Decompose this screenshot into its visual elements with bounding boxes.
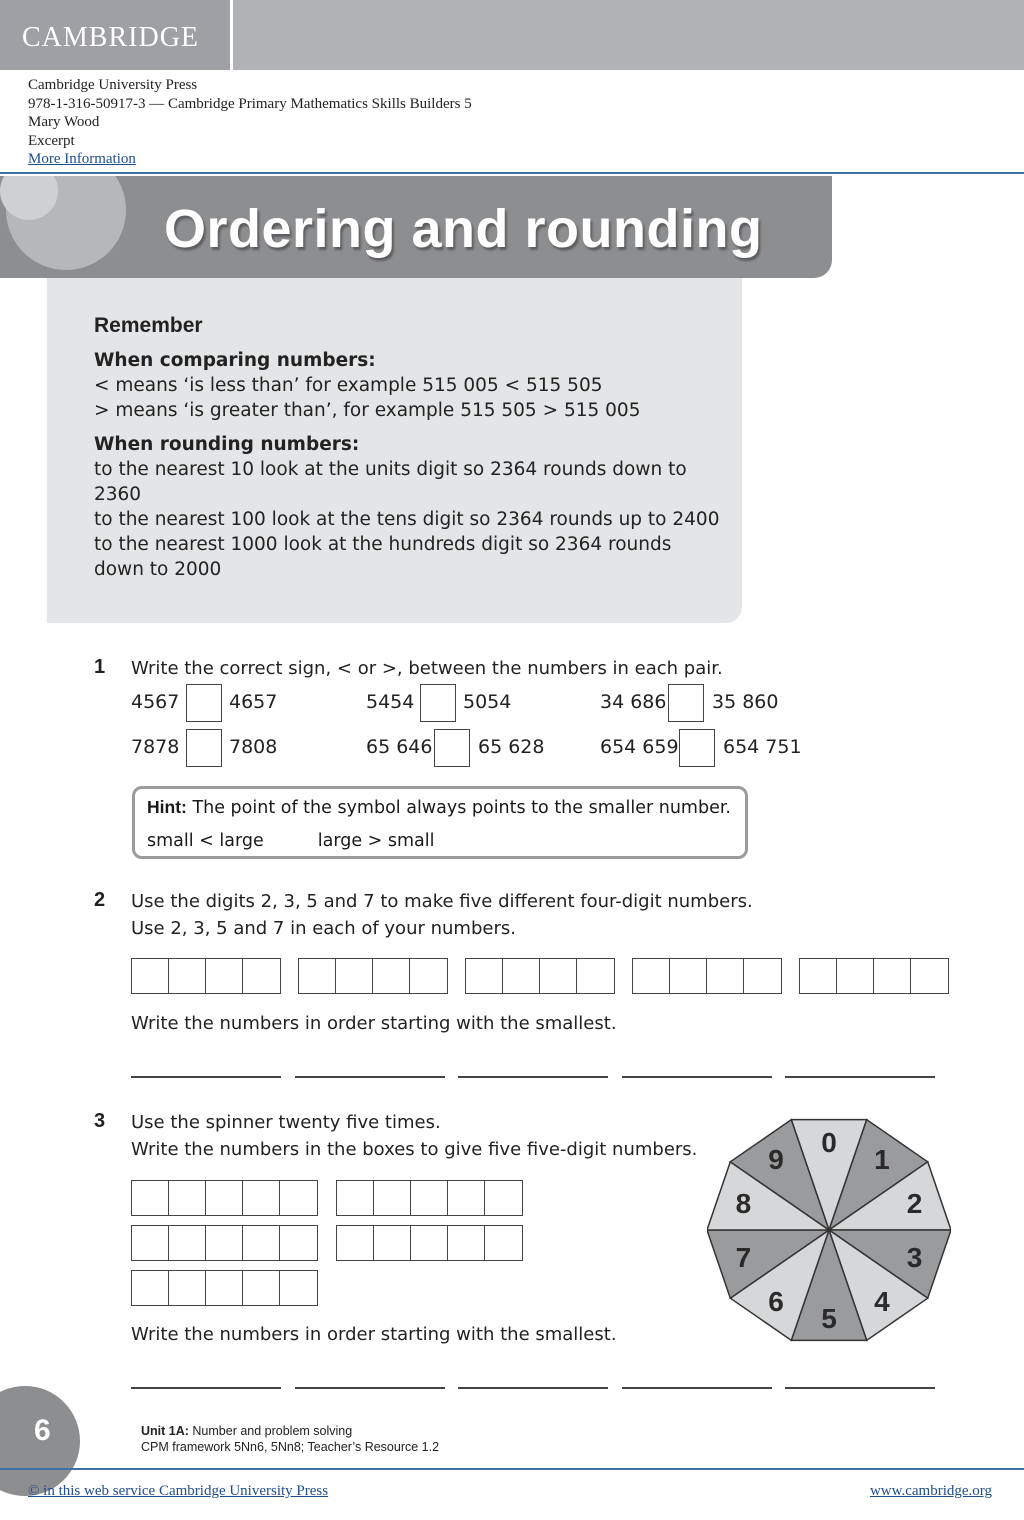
digit-cell[interactable] — [411, 1181, 448, 1215]
spinner-digit: 5 — [821, 1303, 837, 1334]
digit-cell[interactable] — [132, 1271, 169, 1305]
question-number: 3 — [94, 1110, 106, 1132]
sign-answer-box[interactable] — [186, 729, 222, 767]
digit-cell[interactable] — [169, 1181, 206, 1215]
rounding-line: to the nearest 1000 look at the hundreds digit so 2364 rounds — [94, 534, 672, 555]
question-2-line: Use 2, 3, 5 and 7 in each of your numbers. — [131, 918, 516, 939]
spinner-digit: 7 — [735, 1242, 752, 1274]
digit-cell[interactable] — [374, 1226, 411, 1260]
rounding-line: down to 2000 — [94, 559, 222, 580]
answer-line[interactable] — [785, 1387, 935, 1389]
digit-cell[interactable] — [337, 1181, 374, 1215]
rounding-line: 2360 — [94, 484, 142, 505]
five-digit-box — [336, 1225, 523, 1261]
pair-number: 5054 — [463, 691, 512, 713]
answer-line[interactable] — [785, 1076, 935, 1078]
hint-label: Hint: — [147, 797, 187, 817]
digit-cell[interactable] — [911, 959, 948, 993]
publisher: Cambridge University Press — [28, 77, 198, 93]
five-digit-box — [336, 1180, 523, 1216]
comparing-heading: When comparing numbers: — [94, 350, 376, 371]
order-instruction: Write the numbers in order starting with the smallest. — [131, 1013, 617, 1034]
spinner-digit: 8 — [735, 1187, 752, 1219]
framework-line: CPM framework 5Nn6, 5Nn8; Teacher’s Resource 1.2 — [141, 1440, 440, 1454]
digit-cell[interactable] — [448, 1226, 485, 1260]
digit-cell[interactable] — [577, 959, 614, 993]
digit-cell[interactable] — [206, 1181, 243, 1215]
spinner-digit: 1 — [874, 1143, 890, 1175]
pair-number: 4567 — [131, 691, 180, 713]
digit-cell[interactable] — [243, 1181, 280, 1215]
digit-cell[interactable] — [410, 959, 447, 993]
answer-line[interactable] — [131, 1387, 281, 1389]
question-number: 2 — [94, 889, 106, 911]
digit-cell[interactable] — [169, 959, 206, 993]
digit-cell[interactable] — [280, 1226, 317, 1260]
digit-cell[interactable] — [169, 1271, 206, 1305]
digit-cell[interactable] — [280, 1271, 317, 1305]
comparing-line: > means ‘is greater than’, for example 515 505 > 515 005 — [94, 400, 641, 421]
footer-divider — [0, 1468, 1024, 1470]
header-divider — [0, 172, 1024, 174]
five-digit-box — [131, 1270, 318, 1306]
book-metadata — [28, 76, 472, 169]
excerpt-label: Excerpt — [28, 132, 75, 149]
page-title: Ordering and rounding — [164, 199, 763, 259]
website-link[interactable]: www.cambridge.org — [869, 1483, 992, 1499]
spinner-digit: 4 — [874, 1286, 890, 1318]
digit-cell[interactable] — [132, 959, 169, 993]
answer-line[interactable] — [622, 1387, 772, 1389]
digit-cell[interactable] — [411, 1226, 448, 1260]
hint-example: small < large — [147, 831, 264, 851]
digit-cell[interactable] — [485, 1181, 522, 1215]
digit-cell[interactable] — [874, 959, 911, 993]
digit-cell[interactable] — [132, 1181, 169, 1215]
pair-number: 5454 — [366, 691, 415, 713]
digit-cell[interactable] — [707, 959, 744, 993]
five-digit-box — [131, 1225, 318, 1261]
digit-cell[interactable] — [485, 1226, 522, 1260]
copyright-link[interactable]: © in this web service Cambridge University Press — [28, 1483, 329, 1499]
pair-number: 65 646 — [366, 736, 433, 758]
spinner-digit: 3 — [906, 1242, 923, 1274]
order-instruction: Write the numbers in order starting with the smallest. — [131, 1324, 617, 1345]
digit-cell[interactable] — [800, 959, 837, 993]
digit-cell[interactable] — [744, 959, 781, 993]
digit-cell[interactable] — [670, 959, 707, 993]
digit-cell[interactable] — [633, 959, 670, 993]
page-number: 6 — [34, 1414, 51, 1447]
hint-box — [132, 786, 748, 859]
spinner-digit: 0 — [821, 1127, 837, 1158]
question-1-text: Write the correct sign, < or >, between the numbers in each pair. — [131, 658, 723, 679]
more-information-link[interactable]: More Information — [28, 151, 136, 167]
digit-cell[interactable] — [243, 1226, 280, 1260]
digit-cell[interactable] — [243, 959, 280, 993]
digit-cell[interactable] — [837, 959, 874, 993]
digit-cell[interactable] — [466, 959, 503, 993]
rounding-line: to the nearest 10 look at the units digit so 2364 rounds down to — [94, 459, 687, 480]
sign-answer-box[interactable] — [668, 684, 704, 722]
four-digit-box — [632, 958, 782, 994]
pair-number: 4657 — [229, 691, 278, 713]
spinner-digit: 9 — [768, 1143, 784, 1175]
digit-cell[interactable] — [280, 1181, 317, 1215]
digit-cell[interactable] — [206, 1226, 243, 1260]
pair-number: 7878 — [131, 736, 180, 758]
digit-cell[interactable] — [373, 959, 410, 993]
four-digit-box — [131, 958, 281, 994]
unit-text: Number and problem solving — [192, 1424, 353, 1438]
question-3-line: Use the spinner twenty five times. — [131, 1112, 441, 1133]
four-digit-box — [465, 958, 615, 994]
spinner-digit: 2 — [906, 1187, 923, 1219]
digit-cell[interactable] — [206, 959, 243, 993]
hint-examples — [147, 831, 435, 851]
rounding-heading: When rounding numbers: — [94, 434, 360, 455]
answer-line[interactable] — [131, 1076, 281, 1078]
digit-cell[interactable] — [336, 959, 373, 993]
remember-heading: Remember — [94, 314, 203, 337]
digit-cell[interactable] — [503, 959, 540, 993]
pair-number: 654 659 — [600, 736, 679, 758]
number-spinner — [707, 1114, 951, 1346]
cambridge-logo: CAMBRIDGE — [22, 22, 200, 53]
hint-example: large > small — [317, 831, 435, 851]
question-number: 1 — [94, 656, 106, 678]
four-digit-box — [298, 958, 448, 994]
digit-cell[interactable] — [132, 1226, 169, 1260]
spinner-digit: 6 — [768, 1286, 784, 1318]
rounding-line: to the nearest 100 look at the tens digit so 2364 rounds up to 2400 — [94, 509, 720, 530]
unit-label: Unit 1A: — [141, 1424, 189, 1438]
unit-line — [141, 1423, 439, 1439]
answer-line[interactable] — [295, 1387, 445, 1389]
digit-cell[interactable] — [243, 1271, 280, 1305]
comparing-line: < means ‘is less than’ for example 515 005 < 515 505 — [94, 375, 603, 396]
digit-cell[interactable] — [169, 1226, 206, 1260]
answer-line[interactable] — [458, 1387, 608, 1389]
four-digit-box — [799, 958, 949, 994]
pair-number: 65 628 — [478, 736, 545, 758]
sign-answer-box[interactable] — [434, 729, 470, 767]
sign-answer-box[interactable] — [420, 684, 456, 722]
digit-cell[interactable] — [337, 1226, 374, 1260]
pair-number: 654 751 — [723, 736, 802, 758]
answer-line[interactable] — [622, 1076, 772, 1078]
answer-line[interactable] — [458, 1076, 608, 1078]
digit-cell[interactable] — [374, 1181, 411, 1215]
sign-answer-box[interactable] — [186, 684, 222, 722]
digit-cell[interactable] — [540, 959, 577, 993]
hint-text: The point of the symbol always points to the smaller number. — [192, 798, 731, 818]
isbn-line: 978-1-316-50917-3 — Cambridge Primary Mathematics Skills Builders 5 — [28, 95, 472, 112]
digit-cell[interactable] — [299, 959, 336, 993]
hint-line — [147, 797, 731, 818]
five-digit-box — [131, 1180, 318, 1216]
question-3-line: Write the numbers in the boxes to give five five-digit numbers. — [131, 1139, 698, 1160]
pair-number: 7808 — [229, 736, 278, 758]
unit-info — [141, 1423, 439, 1455]
sign-answer-box[interactable] — [679, 729, 715, 767]
digit-cell[interactable] — [448, 1181, 485, 1215]
digit-cell[interactable] — [206, 1271, 243, 1305]
answer-line[interactable] — [295, 1076, 445, 1078]
author: Mary Wood — [28, 114, 100, 130]
question-2-line: Use the digits 2, 3, 5 and 7 to make five different four-digit numbers. — [131, 891, 753, 912]
pair-number: 34 686 — [600, 691, 667, 713]
pair-number: 35 860 — [712, 691, 779, 713]
